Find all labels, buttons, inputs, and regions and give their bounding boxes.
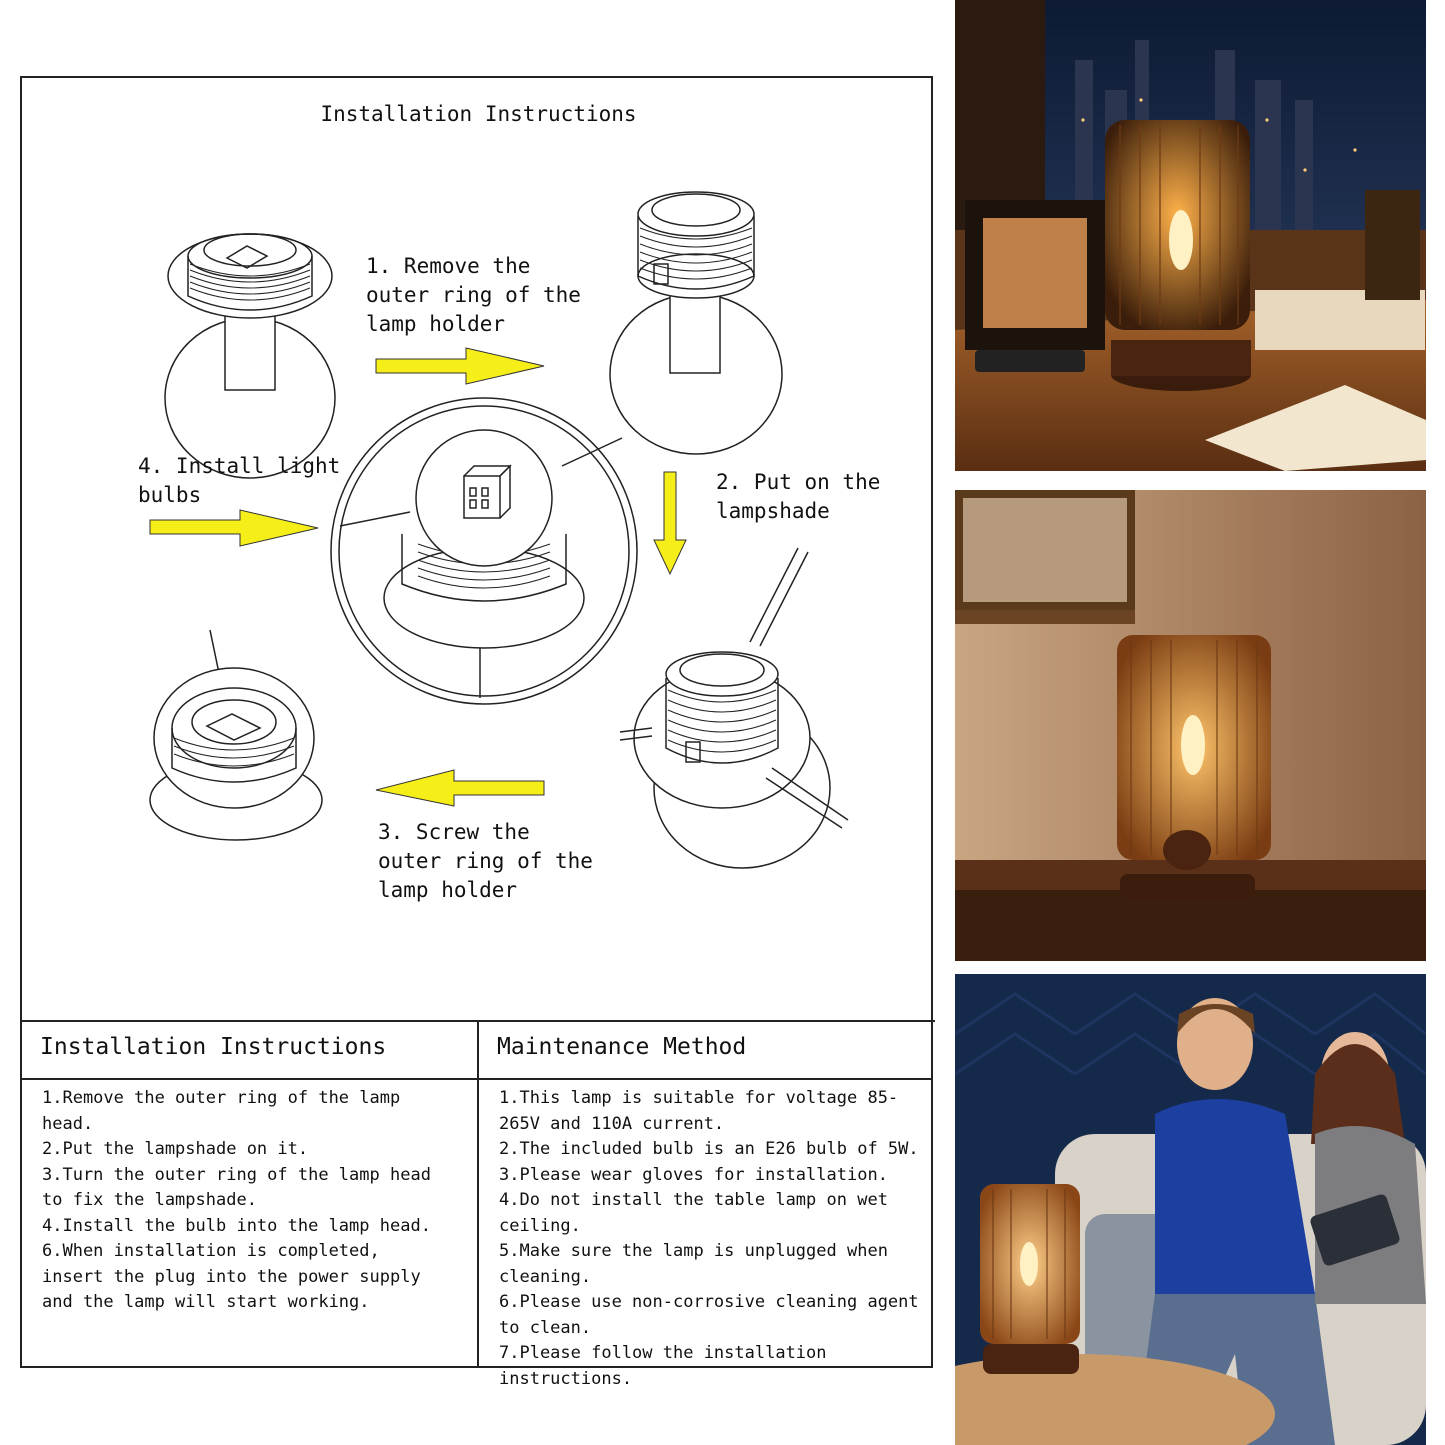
lamp-holder-step4-illustration <box>150 630 322 840</box>
arrow-left-step3 <box>376 770 544 806</box>
instructions-tables <box>22 1020 935 1389</box>
lamp-photo-desk-night <box>955 0 1426 471</box>
arrow-right-step1 <box>376 348 544 384</box>
lamp-holder-step2-illustration <box>610 192 782 454</box>
maintenance-column <box>479 1022 933 1389</box>
list-item: 3.Turn the outer ring of the lamp head to fix the lampshade. <box>42 1164 431 1210</box>
diagram-title: Installation Instructions <box>320 102 637 126</box>
arrow-down-step2 <box>654 472 686 574</box>
list-item: 1.Remove the outer ring of the lamp head. <box>42 1088 401 1134</box>
lampshade-center-illustration <box>331 398 637 704</box>
installation-heading: Installation Instructions <box>22 1022 477 1080</box>
step3-label: 3. Screw the outer ring of the lamp holder <box>378 820 593 902</box>
list-item: 4.Do not install the table lamp on wet ceiling. <box>499 1190 888 1236</box>
list-item: 2.The included bulb is an E26 bulb of 5W. <box>499 1139 919 1159</box>
installation-diagram <box>22 78 935 1020</box>
step1-label: 1. Remove the outer ring of the lamp holder <box>366 254 581 336</box>
step2-label: 2. Put on the lampshade <box>716 470 881 523</box>
step4-label: 4. Install light bulbs <box>138 454 341 507</box>
installation-column <box>22 1022 479 1368</box>
installation-list <box>22 1080 477 1316</box>
list-item: 1.This lamp is suitable for voltage 85-265V and 110A current. <box>499 1088 899 1134</box>
lamp-photo-couple-sofa <box>955 974 1426 1445</box>
list-item: 4.Install the bulb into the lamp head. <box>42 1215 431 1236</box>
arrow-right-step4 <box>150 510 318 546</box>
maintenance-heading: Maintenance Method <box>479 1022 933 1080</box>
lamp-holder-step1-illustration <box>165 234 335 478</box>
list-item: 7.Please follow the installation instructions. <box>499 1343 827 1389</box>
lamp-photo-table <box>955 490 1426 961</box>
list-item: 2.Put the lampshade on it. <box>42 1139 309 1159</box>
list-item: 5.Make sure the lamp is unplugged when cleaning. <box>499 1241 888 1287</box>
instruction-sheet <box>20 76 933 1389</box>
maintenance-list <box>479 1080 933 1392</box>
lamp-holder-step3-illustration <box>620 548 848 868</box>
list-item: 6.Please use non-corrosive cleaning agent to clean. <box>499 1292 919 1338</box>
list-item: 6.When installation is completed, insert the plug into the power supply and the lamp will start working. <box>42 1241 421 1312</box>
list-item: 3.Please wear gloves for installation. <box>499 1164 888 1185</box>
